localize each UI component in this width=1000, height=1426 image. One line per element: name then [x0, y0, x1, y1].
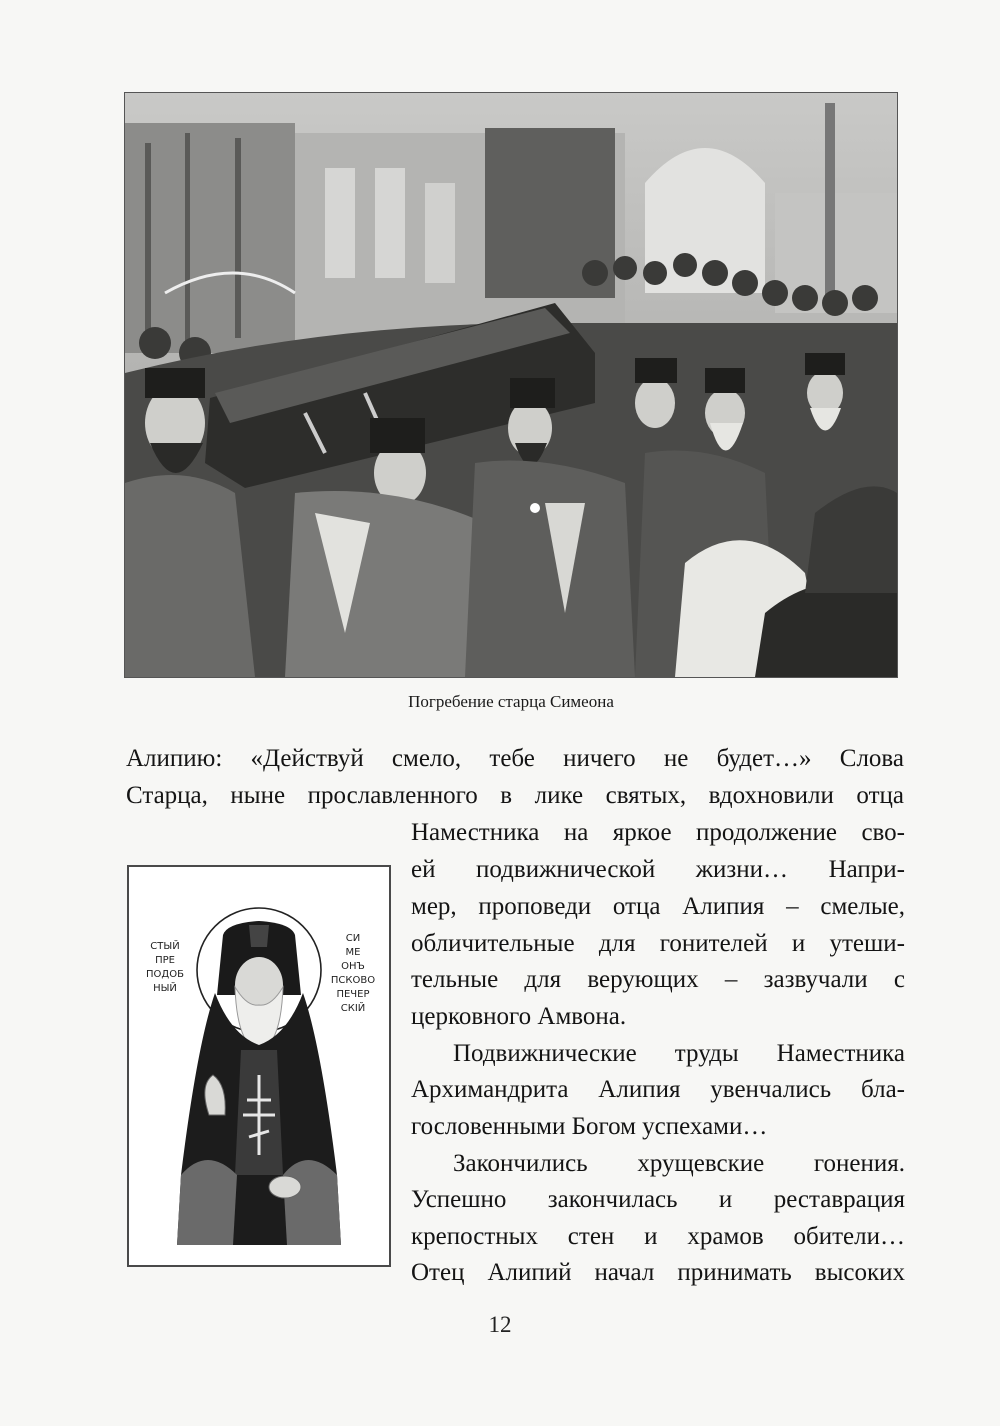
text-line: Старца, ныне прославленного в лике святых, вдохновили отца — [126, 782, 904, 809]
text-line: ей подвижнической жизни… Напри- — [411, 856, 905, 883]
photograph-image — [125, 93, 897, 677]
svg-text:СТЫЙ: СТЫЙ — [150, 941, 180, 952]
svg-text:ОНЪ: ОНЪ — [341, 961, 365, 972]
svg-text:СИ: СИ — [345, 933, 361, 944]
text-line: Наместника на яркое продолжение сво- — [411, 819, 905, 846]
svg-text:СКIЙ: СКIЙ — [340, 1003, 366, 1014]
svg-text:ПЕЧЕР: ПЕЧЕР — [336, 989, 370, 1000]
text-line: Успешно закончилась и реставрация — [411, 1186, 905, 1213]
text-line: тельные для верующих – зазвучали с — [411, 966, 905, 993]
text-line: Алипию: «Действуй смело, тебе ничего не будет…» Слова — [126, 745, 904, 772]
page-number: 12 — [488, 1312, 512, 1337]
text-line: обличительные для гонителей и утеши- — [411, 930, 905, 957]
svg-text:ПОДОБ: ПОДОБ — [146, 969, 184, 980]
saint-figure-image — [137, 875, 381, 1257]
paragraph-first-line: Закончились хрущевские гонения. — [453, 1150, 905, 1177]
text-line: мер, проповеди отца Алипия – смелые, — [411, 893, 905, 920]
text-line: Архимандрита Алипия увенчались бла- — [411, 1076, 905, 1103]
text-line: церковного Амвона. — [411, 1003, 627, 1030]
paragraph-first-line: Подвижнические труды Наместника — [453, 1040, 905, 1067]
text-line: гословенными Богом успехами… — [411, 1113, 768, 1140]
funeral-photograph — [125, 93, 897, 677]
svg-text:НЫЙ: НЫЙ — [153, 983, 177, 994]
text-line: Отец Алипий начал принимать высоких — [411, 1259, 905, 1286]
svg-text:ПСКОВО: ПСКОВО — [330, 975, 376, 986]
text-line: крепостных стен и храмов обители… — [411, 1223, 905, 1250]
svg-text:МЕ: МЕ — [345, 947, 361, 958]
photo-caption: Погребение старца Симеона — [408, 692, 614, 711]
saint-icon-illustration — [127, 865, 391, 1267]
svg-text:ПРЕ: ПРЕ — [155, 955, 175, 966]
